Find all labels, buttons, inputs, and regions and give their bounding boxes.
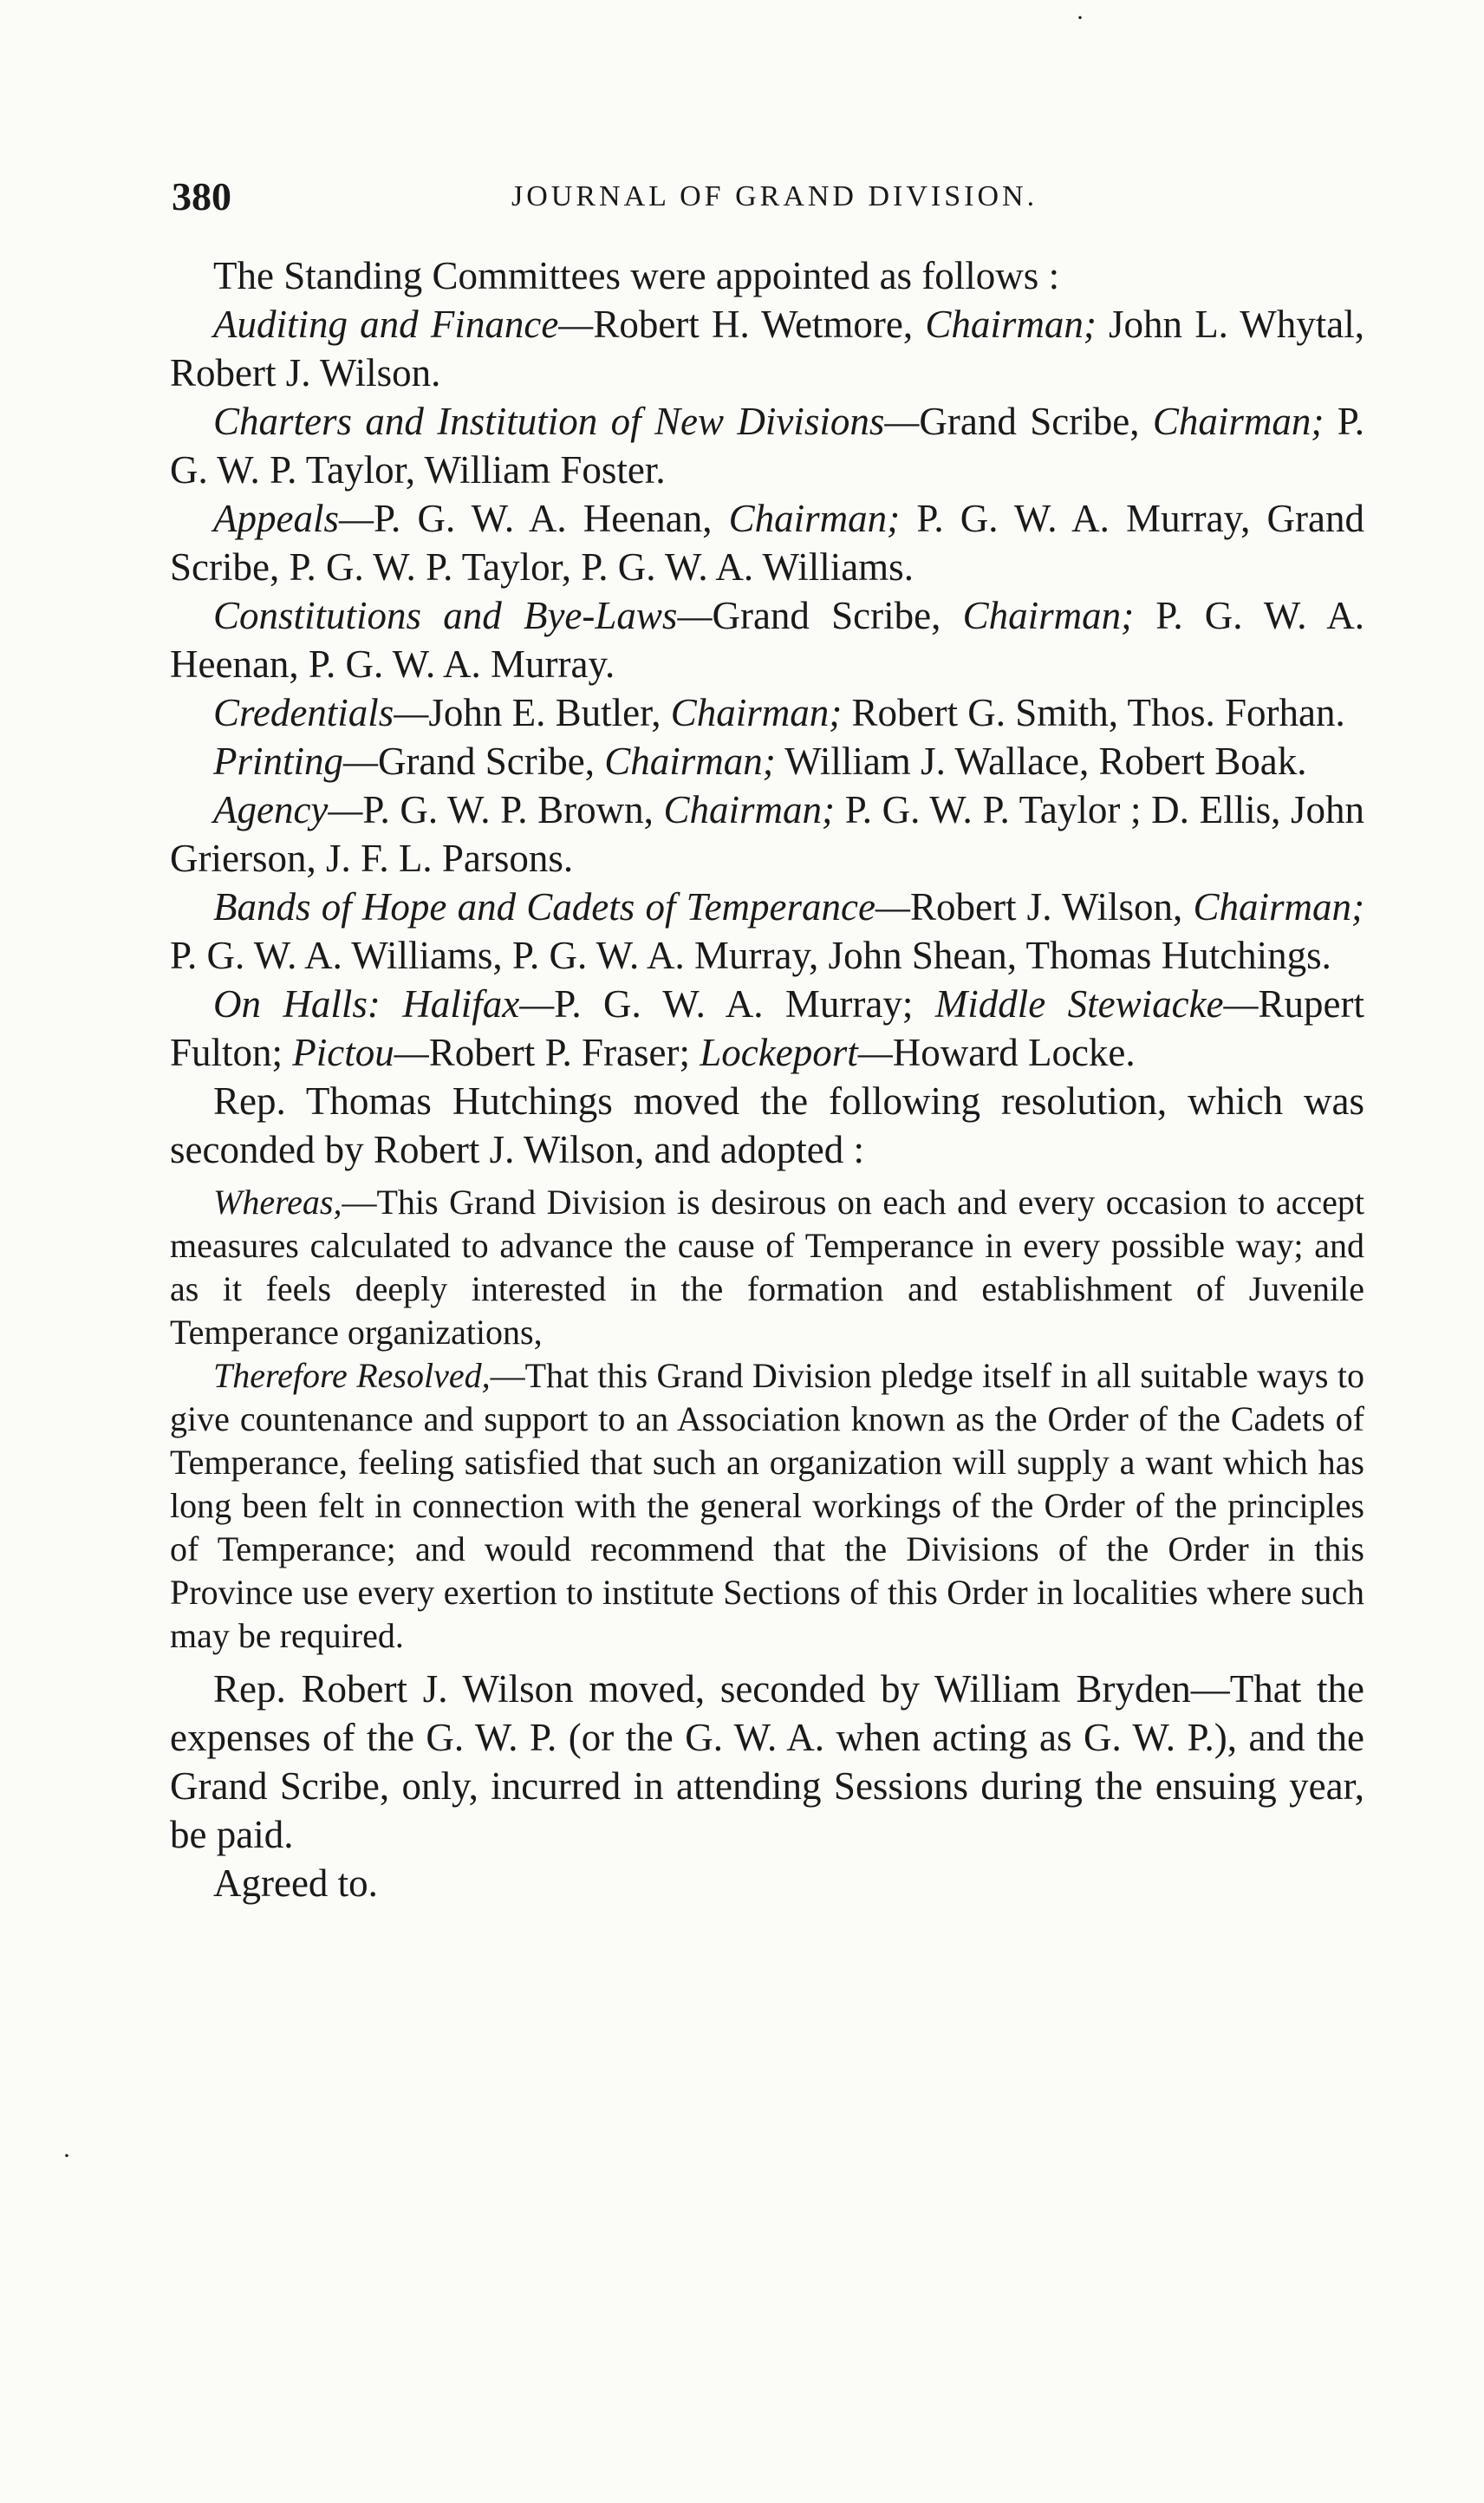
top-dot-mark: · (1076, 3, 1084, 32)
intro-paragraph: The Standing Committees were appointed as follows : (213, 254, 1060, 297)
motion2-paragraph: Rep. Robert J. Wilson moved, seconded by William Bryden—That the expenses of the G. W. P. (or the G. W. A. when acting as G. W. P.), and the Grand Scribe, only, incurred in attending Sessions during the ensuing year, be paid. (170, 1667, 1364, 1856)
halls-place-lockeport: Lockeport— (700, 1031, 893, 1074)
committee-members: Robert G. Smith, Thos. Forhan. (842, 691, 1345, 734)
chairman-word: Chairman; (670, 691, 843, 734)
committee-entry (170, 883, 1364, 980)
halls-place-halifax: Halifax— (402, 982, 555, 1026)
committee-name: Printing— (213, 740, 379, 783)
chairman-word: Chairman; (728, 497, 901, 540)
chairman-word: Chairman; (604, 740, 776, 783)
running-head: JOURNAL OF GRAND DIVISION. (511, 180, 1038, 212)
committee-chairman: Grand Scribe, (378, 740, 605, 783)
resolved-word: Therefore Resolved, (213, 1356, 491, 1395)
committee-members: P. G. W. P. Taylor, William Foster. (170, 400, 1364, 492)
committee-chairman: P. G. W. A. Heenan, (374, 497, 729, 540)
resolved-text: —That this Grand Division pledge itself in all suitable ways to give countenance and support to an Association known as the Order of the Cadets of Temperance, feeling satisfied that such an organization will supply a want which has long been felt in connection with the general workings of the Order of the principles of Temperance; and would recommend that the Divisions of the Order in this Province use every exertion to institute Sections of this Order in localities where such may be required. (170, 1356, 1364, 1655)
whereas-paragraph (170, 1181, 1364, 1354)
body-text (170, 251, 1364, 1907)
committee-members: William J. Wallace, Robert Boak. (775, 740, 1307, 783)
committee-entry (170, 397, 1364, 494)
committee-chairman: Grand Scribe, (919, 400, 1153, 443)
committee-chairman: Robert J. Wilson, (910, 885, 1194, 929)
committee-entry (170, 300, 1364, 397)
halls-place-pictou: Pictou— (292, 1031, 429, 1074)
agreed-paragraph: Agreed to. (213, 1861, 378, 1905)
committee-name: Bands of Hope and Cadets of Temperance— (213, 885, 910, 929)
committee-name: Appeals— (213, 497, 374, 540)
committee-members: John L. Whytal, Robert J. Wilson. (170, 303, 1364, 394)
whereas-text: —This Grand Division is desirous on each and every occasion to accept measures calculated to advance the cause of Temperance in every possible way; and as it feels deeply interested in the formation and establishment of Juvenile Temperance organizations, (170, 1183, 1364, 1352)
committee-members: P. G. W. A. Heenan, P. G. W. A. Murray. (170, 594, 1364, 686)
chairman-word: Chairman; (1193, 885, 1364, 929)
chairman-word: Chairman; (925, 303, 1097, 346)
halls-person-halifax: P. G. W. A. Murray; (554, 982, 935, 1026)
committee-name: Constitutions and Bye-Laws— (213, 594, 713, 637)
committee-name: Credentials— (213, 691, 429, 734)
committee-name: Agency— (213, 788, 363, 831)
margin-dot-mark: · (62, 2141, 71, 2170)
committee-entry (170, 737, 1364, 785)
committee-name: Auditing and Finance— (213, 303, 594, 346)
committee-list (170, 300, 1364, 980)
committee-chairman: John E. Butler, (428, 691, 671, 734)
halls-lead: On Halls: (213, 982, 403, 1026)
committee-members: P. G. W. P. Taylor ; D. Ellis, John Grierson, J. F. L. Parsons. (170, 788, 1365, 880)
halls-person-pictou: Robert P. Fraser; (428, 1031, 700, 1074)
committee-entry (170, 591, 1364, 688)
chairman-word: Chairman; (962, 594, 1135, 637)
committee-chairman: P. G. W. P. Brown, (362, 788, 664, 831)
committee-chairman: Grand Scribe, (712, 594, 963, 637)
committee-entry (170, 494, 1364, 591)
chairman-word: Chairman; (663, 788, 836, 831)
page-number: 380 (172, 174, 231, 218)
committee-members: P. G. W. A. Williams, P. G. W. A. Murray, John Shean, Thomas Hutchings. (170, 934, 1331, 977)
committee-chairman: Robert H. Wetmore, (593, 303, 926, 346)
chairman-word: Chairman; (1152, 400, 1325, 443)
committee-name: Charters and Institution of New Divisions— (213, 400, 920, 443)
resolved-paragraph (170, 1354, 1364, 1658)
motion-intro-paragraph: Rep. Thomas Hutchings moved the following resolution, which was seconded by Robert J. Wilson, and adopted : (170, 1079, 1364, 1171)
whereas-word: Whereas, (213, 1183, 342, 1222)
halls-person-lockeport: Howard Locke. (892, 1031, 1136, 1074)
halls-person-middle-stewiacke: Rupert Fulton; (170, 982, 1365, 1074)
halls-paragraph (170, 980, 1364, 1077)
committee-members: P. G. W. A. Murray, Grand Scribe, P. G. W. P. Taylor, P. G. W. A. Williams. (170, 497, 1365, 589)
committee-entry (170, 688, 1364, 737)
committee-entry (170, 785, 1364, 883)
halls-place-middle-stewiacke: Middle Stewiacke— (934, 982, 1259, 1026)
